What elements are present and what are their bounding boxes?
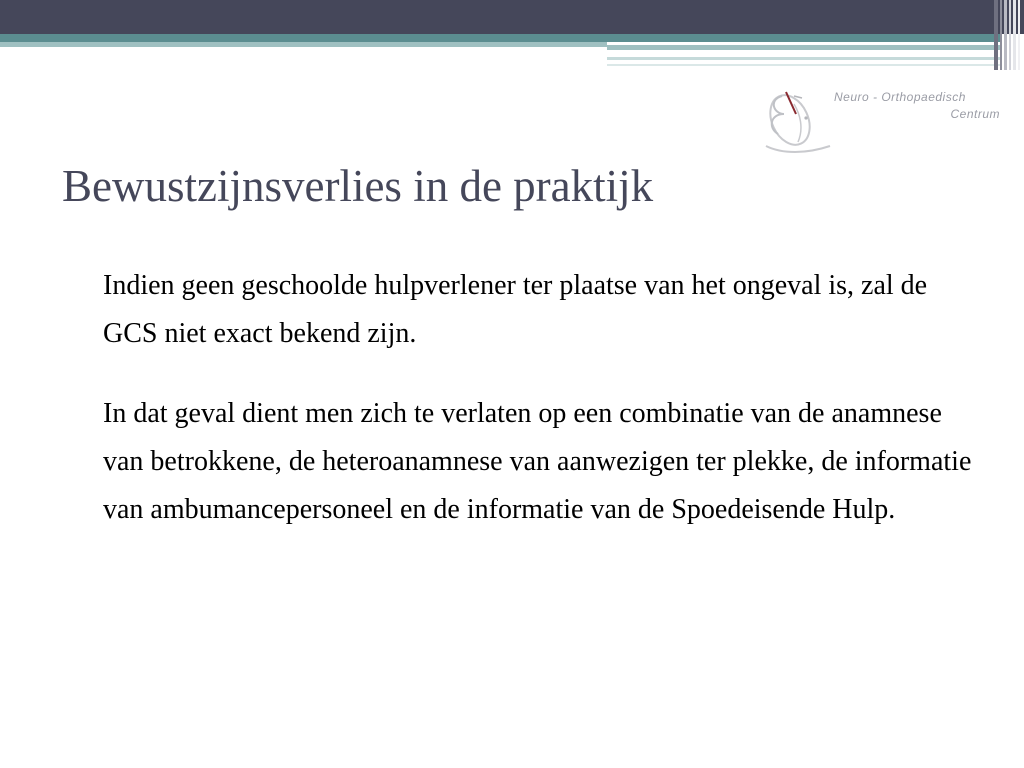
- logo: [760, 84, 1012, 160]
- logo-line-2: Centrum: [950, 107, 1000, 121]
- header-step-line: [607, 57, 1000, 60]
- header-teal-stripe: [0, 34, 1000, 42]
- slide-title: Bewustzijnsverlies in de praktijk: [62, 161, 654, 211]
- logo-line-1: Neuro - Orthopaedisch: [834, 90, 966, 104]
- header-step-line: [607, 45, 1000, 50]
- header-dark-bar: [0, 0, 1024, 34]
- logo-emblem-icon: [760, 84, 838, 160]
- header-step-line: [607, 64, 1000, 66]
- body-paragraph: Indien geen geschoolde hulpverlener ter plaatse van het ongeval is, zal de GCS niet exact bekend zijn.: [103, 270, 928, 349]
- header-edge-lines: [994, 0, 1024, 70]
- logo-text: [832, 89, 1012, 123]
- header-light-stripe: [0, 42, 607, 47]
- slide-body: [103, 262, 983, 566]
- body-paragraph: In dat geval dient men zich te verlaten op een combinatie van de anamnese van betrokkene, de heteroanamnese van aanwezigen ter plekke, de informatie van ambumancepersoneel en de informatie van de Spoedeisende Hulp.: [103, 398, 972, 525]
